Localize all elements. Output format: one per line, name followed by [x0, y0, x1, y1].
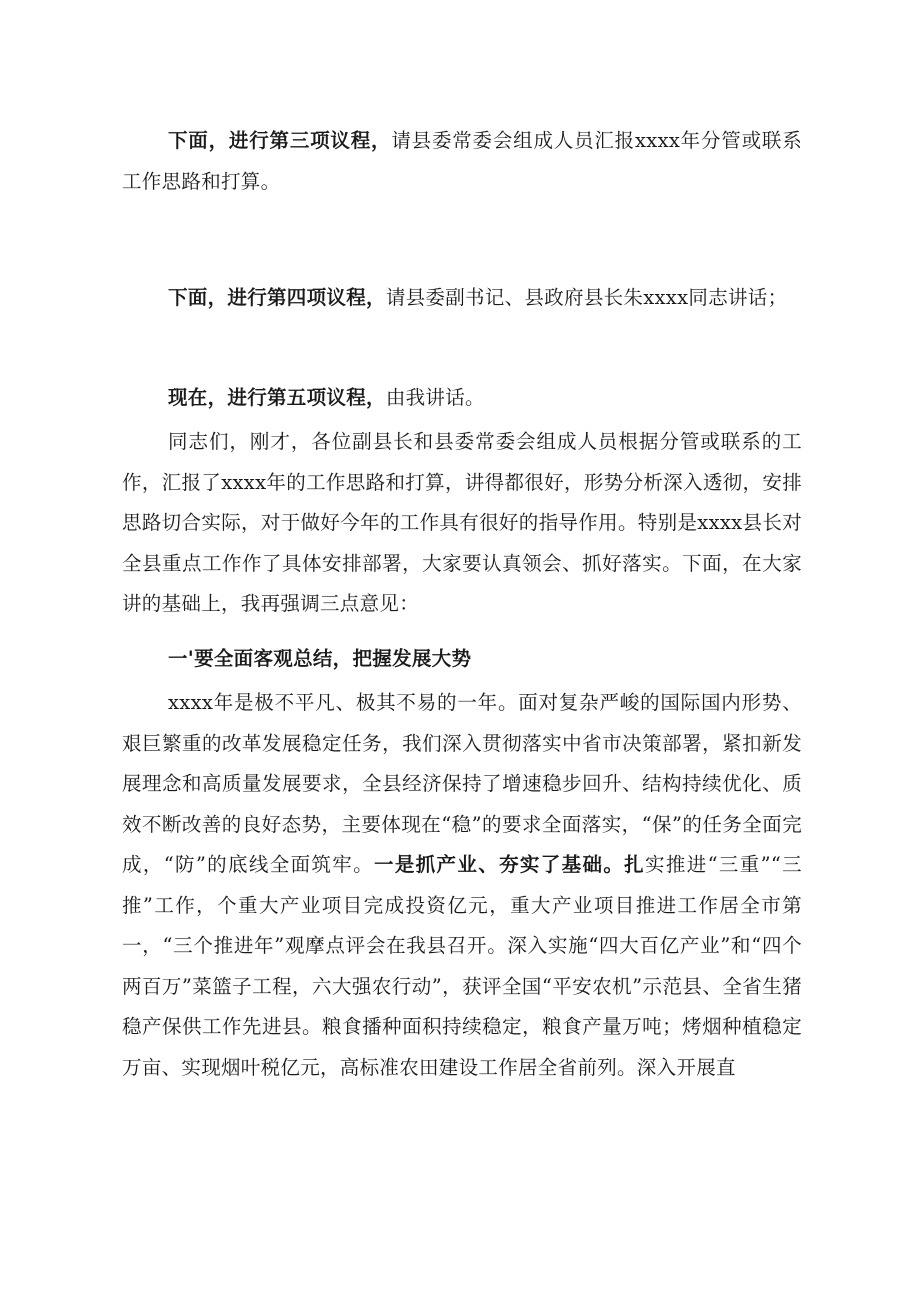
- agenda-item-five-lead: 现在，进行第五项议程，: [168, 386, 386, 409]
- agenda-item-five: [122, 378, 802, 419]
- agenda-item-four-text: 请县委副书记、县政府县长朱xxxx同志讲话；: [385, 286, 788, 309]
- agenda-item-four: [122, 278, 802, 319]
- agenda-item-three: [122, 121, 802, 202]
- summary-bold-point: 一是抓产业、夯实了基础。扎: [373, 853, 646, 876]
- agenda-item-four-lead: 下面，进行第四项议程，: [168, 286, 386, 309]
- summary-text-part1: xxxx年是极不平凡、极其不易的一年。面对复杂严峻的国际国内形势、艰巨繁重的改革发展稳定任务，我们深入贯彻落实中省市决策部署，紧扣新发展理念和高质量发展要求，全县经济保持了增速稳步回升、结构持续优化、质效不断改善的良好态势，主要体现在“稳”的要求全面落实，“保”的任务全面完成，“防”的底线全面筑牢。: [122, 691, 802, 876]
- agenda-item-three-lead: 下面，进行第三项议程，: [168, 129, 392, 152]
- section-heading-one: 一'要全面客观总结，把握发展大势: [168, 647, 472, 670]
- summary-text-part2: 实推进“三重”“三推”工作，个重大产业项目完成投资亿元，重大产业项目推进工作居全市第一，“三个推进年”观摩点评会在我县召开。深入实施“四大百亿产业”和“四个两百万”菜篮子工程，六大强农行动”，获评全国“平安农机”示范县、全省生猪稳产保供工作先进县。粮食播种面积持续稳定，粮食产量万吨；烤烟种植稳定万亩、实现烟叶税亿元，高标准农田建设工作居全省前列。深入开展直: [122, 853, 802, 1079]
- speech-intro-paragraph: 同志们，刚才，各位副县长和县委常委会组成人员根据分管或联系的工作，汇报了xxxx年的工作思路和打算，讲得都很好，形势分析深入透彻，安排思路切合实际，对于做好今年的工作具有很好的指导作用。特别是xxxx县长对全县重点工作作了具体安排部署，大家要认真领会、抓好落实。下面，在大家讲的基础上，我再强调三点意见：: [122, 430, 802, 615]
- summary-paragraph: [122, 683, 802, 1088]
- agenda-item-three-text: 请县委常委会组成人员汇报xxxx年分管或联系工作思路和打算。: [122, 129, 802, 193]
- agenda-item-five-text: 由我讲话。: [385, 386, 485, 409]
